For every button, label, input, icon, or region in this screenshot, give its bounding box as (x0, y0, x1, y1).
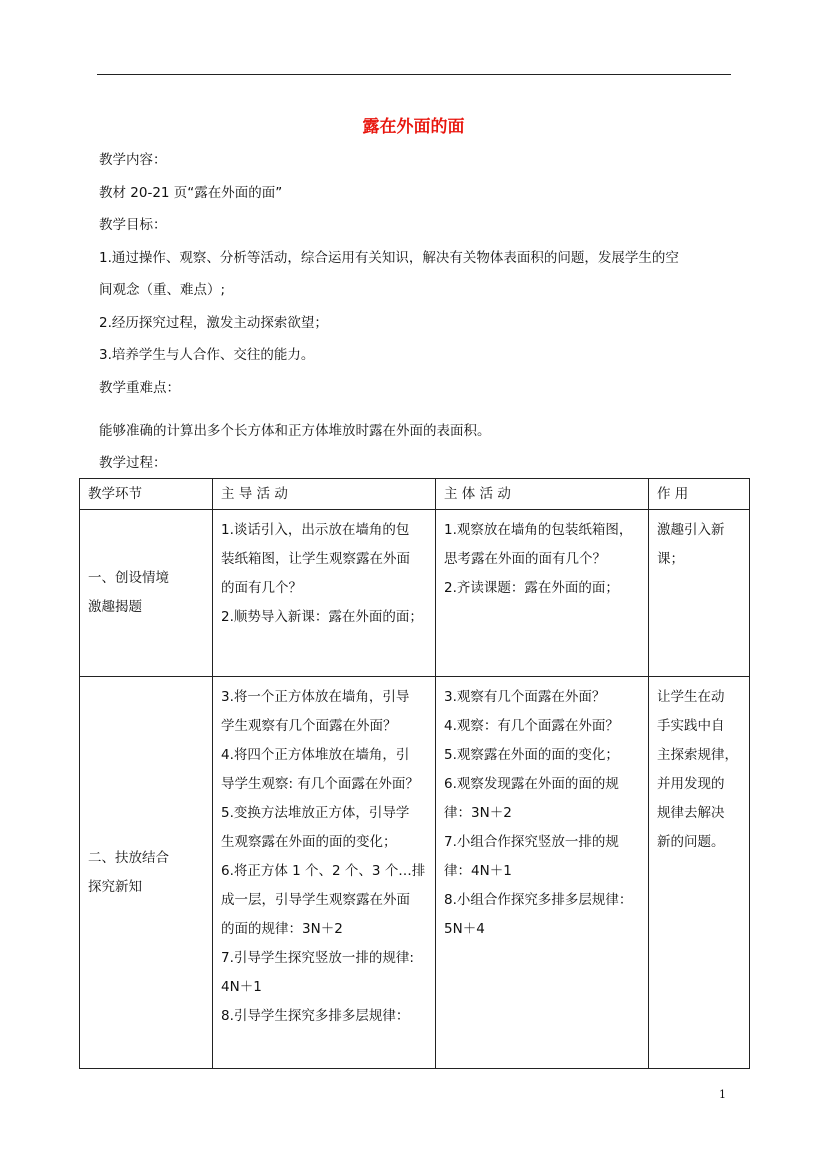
lead-line: 的面的规律：3N＋2 (221, 921, 343, 937)
subject-line: 4.观察：有几个面露在外面？ (444, 718, 619, 734)
subject-cell (436, 677, 649, 1069)
lead-line: 2.顺势导入新课：露在外面的面； (221, 609, 423, 625)
content-text: 教材 20-21 页“露在外面的面” (99, 185, 283, 201)
lead-line: 的面有几个？ (221, 580, 302, 596)
subject-line: 律：4N＋1 (444, 863, 512, 879)
effect-cell (649, 510, 750, 677)
effect-line: 新的问题。 (657, 834, 725, 850)
effect-line: 主探索规律， (657, 747, 738, 763)
effect-line: 并用发现的 (657, 776, 725, 792)
header-rule (97, 74, 731, 75)
stage-line: 探究新知 (88, 878, 142, 895)
page-title: 露在外面的面 (362, 117, 465, 137)
effect-line: 规律去解决 (657, 805, 725, 821)
effect-cell (649, 677, 750, 1069)
stage-line: 二、扶放结合 (88, 849, 169, 866)
subject-line: 5.观察露在外面的面的变化； (444, 747, 619, 763)
stage-line: 一、创设情境 (88, 570, 169, 586)
goal-2: 2.经历探究过程，激发主动探索欲望； (99, 315, 328, 331)
subject-line: 7.小组合作探究竖放一排的规 (444, 834, 619, 850)
subject-line: 律：3N＋2 (444, 805, 512, 821)
stage-cell (80, 510, 213, 677)
table-header-row (80, 479, 750, 510)
lead-line: 4N＋1 (221, 979, 262, 995)
subject-line: 2.齐读课题：露在外面的面； (444, 580, 619, 596)
header-subject: 主 体 活 动 (436, 479, 649, 510)
lead-line: 5.变换方法堆放正方体，引导学 (221, 805, 410, 821)
lead-line: 4.将四个正方体堆放在墙角，引 (221, 747, 410, 763)
header-lead: 主 导 活 动 (213, 479, 436, 510)
table-row (80, 510, 750, 677)
lead-line: 3.将一个正方体放在墙角，引导 (221, 689, 410, 705)
goal-1-line-2: 间观念（重、难点）; (99, 282, 226, 298)
subject-line: 5N＋4 (444, 921, 485, 937)
lead-line: 6.将正方体 1 个、2 个、3 个…排 (221, 863, 426, 879)
lead-line: 生观察露在外面的面的变化； (221, 834, 397, 850)
lead-cell (213, 677, 436, 1069)
subject-line: 3.观察有几个面露在外面？ (444, 689, 606, 705)
effect-line: 手实践中自 (657, 718, 725, 734)
content-label: 教学内容： (99, 152, 167, 168)
lead-cell (213, 510, 436, 677)
effect-line: 课； (657, 551, 684, 567)
lead-line: 装纸箱图，让学生观察露在外面 (221, 551, 410, 567)
lead-line: 7.引导学生探究竖放一排的规律: (221, 950, 414, 966)
effect-line: 让学生在动 (657, 689, 725, 705)
table-row (80, 677, 750, 1069)
key-label: 教学重难点： (99, 380, 180, 396)
goals-label: 教学目标： (99, 217, 167, 233)
lead-line: 导学生观察: 有几个面露在外面？ (221, 776, 419, 792)
subject-cell (436, 510, 649, 677)
process-table (79, 478, 750, 1069)
process-label: 教学过程： (99, 455, 167, 471)
subject-line: 1.观察放在墙角的包装纸箱图， (444, 522, 633, 538)
lead-line: 1.谈话引入，出示放在墙角的包 (221, 522, 410, 538)
header-stage: 教学环节 (80, 479, 213, 510)
subject-line: 思考露在外面的面有几个？ (444, 551, 606, 567)
subject-line: 8.小组合作探究多排多层规律： (444, 892, 633, 908)
lead-line: 成一层，引导学生观察露在外面 (221, 892, 410, 908)
page-number: 1 (719, 1088, 726, 1101)
lead-line: 学生观察有几个面露在外面？ (221, 718, 397, 734)
key-text: 能够准确的计算出多个长方体和正方体堆放时露在外面的表面积。 (99, 423, 491, 439)
header-effect: 作 用 (649, 479, 750, 510)
stage-line: 激趣揭题 (88, 599, 142, 615)
subject-line: 6.观察发现露在外面的面的规 (444, 776, 619, 792)
effect-line: 激趣引入新 (657, 522, 725, 538)
goal-1-line-1: 1.通过操作、观察、分析等活动，综合运用有关知识，解决有关物体表面积的问题，发展学生的空 (99, 250, 679, 266)
goal-3: 3.培养学生与人合作、交往的能力。 (99, 347, 315, 363)
lead-line: 8.引导学生探究多排多层规律： (221, 1008, 410, 1024)
stage-cell (80, 677, 213, 1069)
